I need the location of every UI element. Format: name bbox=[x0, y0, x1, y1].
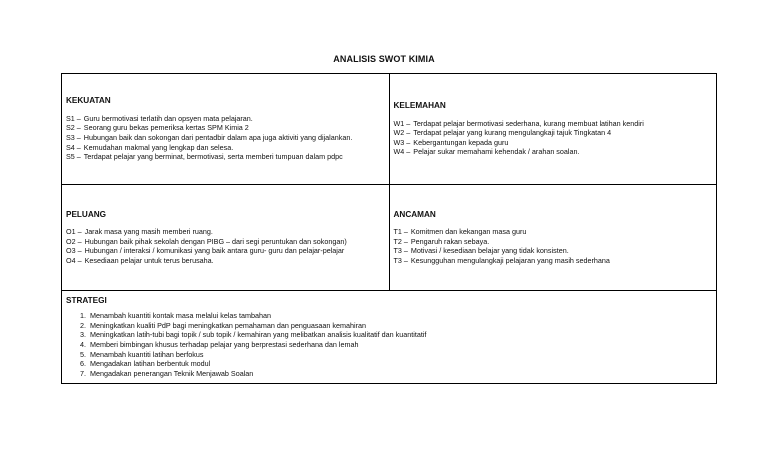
ancaman-list bbox=[394, 227, 713, 265]
kelemahan-item-text: Terdapat pelajar bermotivasi sederhana, kurang membuat latihan kendiri bbox=[413, 118, 644, 128]
kelemahan-item-code: W3 – bbox=[393, 137, 411, 147]
kekuatan-item-text: Seorang guru bekas pemeriksa kertas SPM Kimia 2 bbox=[83, 123, 249, 133]
strategi-item: 4. Memberi bimbingan khusus terhadap pelajar yang berprestasi sederhana dan lemah bbox=[88, 340, 712, 350]
strategi-item: 2. Meningkatkan kualiti PdP bagi meningkatkan pemahaman dan penguasaan kemahiran bbox=[88, 321, 712, 331]
ancaman-heading: ANCAMAN bbox=[393, 209, 436, 219]
peluang-item-code: O1 – bbox=[66, 227, 82, 237]
kelemahan-item-code: W2 – bbox=[393, 128, 411, 138]
ancaman-item bbox=[394, 237, 713, 247]
kekuatan-item bbox=[66, 133, 385, 143]
kekuatan-item-text: Hubungan baik dan sokongan dari pentadbir dalam apa juga aktiviti yang dijalankan. bbox=[83, 133, 353, 142]
ancaman-item-text: Pengaruh rakan sebaya. bbox=[410, 236, 490, 246]
kelemahan-item bbox=[394, 138, 713, 148]
peluang-item-code: O3 – bbox=[66, 246, 82, 256]
peluang-item-code: O4 – bbox=[66, 255, 82, 265]
peluang-item-text: Jarak masa yang masih memberi ruang. bbox=[84, 227, 213, 237]
kelemahan-item-text: Pelajar sukar memahami kehendak / arahan soalan. bbox=[413, 147, 580, 157]
kekuatan-heading: KEKUATAN bbox=[66, 96, 111, 106]
peluang-item-text: Kesediaan pelajar untuk terus berusaha. bbox=[84, 255, 214, 265]
peluang-item bbox=[66, 237, 385, 247]
kekuatan-item bbox=[66, 143, 385, 153]
peluang-heading: PELUANG bbox=[66, 209, 107, 219]
ancaman-item-code: T3 – bbox=[393, 255, 408, 265]
ancaman-item-text: Komitmen dan kekangan masa guru bbox=[410, 227, 527, 237]
strategi-list bbox=[66, 311, 712, 378]
strategi-item: 6. Mengadakan latihan berbentuk modul bbox=[88, 359, 712, 369]
peluang-list bbox=[66, 227, 385, 265]
kekuatan-item-code: S5 – bbox=[66, 152, 81, 162]
kekuatan-list bbox=[66, 114, 385, 162]
kelemahan-cell bbox=[389, 74, 717, 185]
ancaman-item-code: T1 – bbox=[393, 227, 408, 237]
peluang-item-text: Hubungan baik pihak sekolah dengan PIBG – dari segi peruntukan dan sokongan) bbox=[84, 236, 347, 246]
ancaman-item bbox=[394, 256, 713, 266]
kelemahan-item bbox=[394, 147, 713, 157]
kekuatan-item-code: S1 – bbox=[66, 113, 81, 123]
strategi-item: 1. Menambah kuantiti kontak masa melalui kelas tambahan bbox=[88, 311, 712, 321]
peluang-item bbox=[66, 246, 385, 256]
strategi-cell bbox=[62, 291, 717, 384]
kekuatan-item-text: Guru bermotivasi terlatih dan opsyen mata pelajaran. bbox=[83, 113, 253, 123]
kelemahan-item-code: W4 – bbox=[393, 147, 411, 157]
ancaman-item-text: Kesungguhan mengulangkaji pelajaran yang masih sederhana bbox=[410, 255, 610, 265]
ancaman-item bbox=[394, 246, 713, 256]
kelemahan-heading: KELEMAHAN bbox=[393, 101, 446, 111]
kekuatan-item-code: S2 – bbox=[66, 123, 81, 133]
kekuatan-item-text: Kemudahan makmal yang lengkap dan selesa. bbox=[83, 142, 234, 152]
strategi-heading: STRATEGI bbox=[66, 295, 107, 305]
kekuatan-item-code: S4 – bbox=[66, 142, 81, 152]
kelemahan-item-code: W1 – bbox=[393, 118, 411, 128]
kekuatan-cell bbox=[62, 74, 390, 185]
kekuatan-item bbox=[66, 114, 385, 124]
page-title: ANALISIS SWOT KIMIA bbox=[333, 54, 435, 64]
kelemahan-item bbox=[394, 128, 713, 138]
kelemahan-item-text: Kebergantungan kepada guru bbox=[413, 137, 509, 147]
peluang-item-text: Hubungan / interaksi / komunikasi yang baik antara guru- guru dan pelajar-pelajar bbox=[84, 246, 345, 256]
strategi-item: 3. Meningkatkan latih-tubi bagi topik / sub topik / kemahiran yang melibatkan analisis kualitatif dan kuantitatif bbox=[88, 330, 712, 340]
ancaman-item-code: T3 – bbox=[393, 246, 408, 256]
ancaman-cell bbox=[389, 185, 717, 291]
strategi-item: 7. Mengadakan penerangan Teknik Menjawab Soalan bbox=[88, 369, 712, 379]
peluang-item-code: O2 – bbox=[66, 236, 82, 246]
kekuatan-item bbox=[66, 123, 385, 133]
ancaman-item-code: T2 – bbox=[393, 236, 408, 246]
peluang-cell bbox=[62, 185, 390, 291]
strategi-item: 5. Menambah kuantiti latihan berfokus bbox=[88, 350, 712, 360]
swot-table bbox=[61, 73, 717, 384]
ancaman-item-text: Motivasi / kesediaan belajar yang tidak konsisten. bbox=[410, 246, 569, 256]
kelemahan-item-text: Terdapat pelajar yang kurang mengulangkaji tajuk Tingkatan 4 bbox=[413, 128, 612, 138]
kekuatan-item-text: Terdapat pelajar yang berminat, bermotivasi, serta memberi tumpuan dalam pdpc bbox=[83, 152, 343, 162]
kelemahan-item bbox=[394, 119, 713, 129]
kekuatan-item-code: S3 – bbox=[66, 133, 81, 142]
peluang-item bbox=[66, 227, 385, 237]
kelemahan-list bbox=[394, 119, 713, 157]
kekuatan-item bbox=[66, 152, 385, 162]
peluang-item bbox=[66, 256, 385, 266]
ancaman-item bbox=[394, 227, 713, 237]
